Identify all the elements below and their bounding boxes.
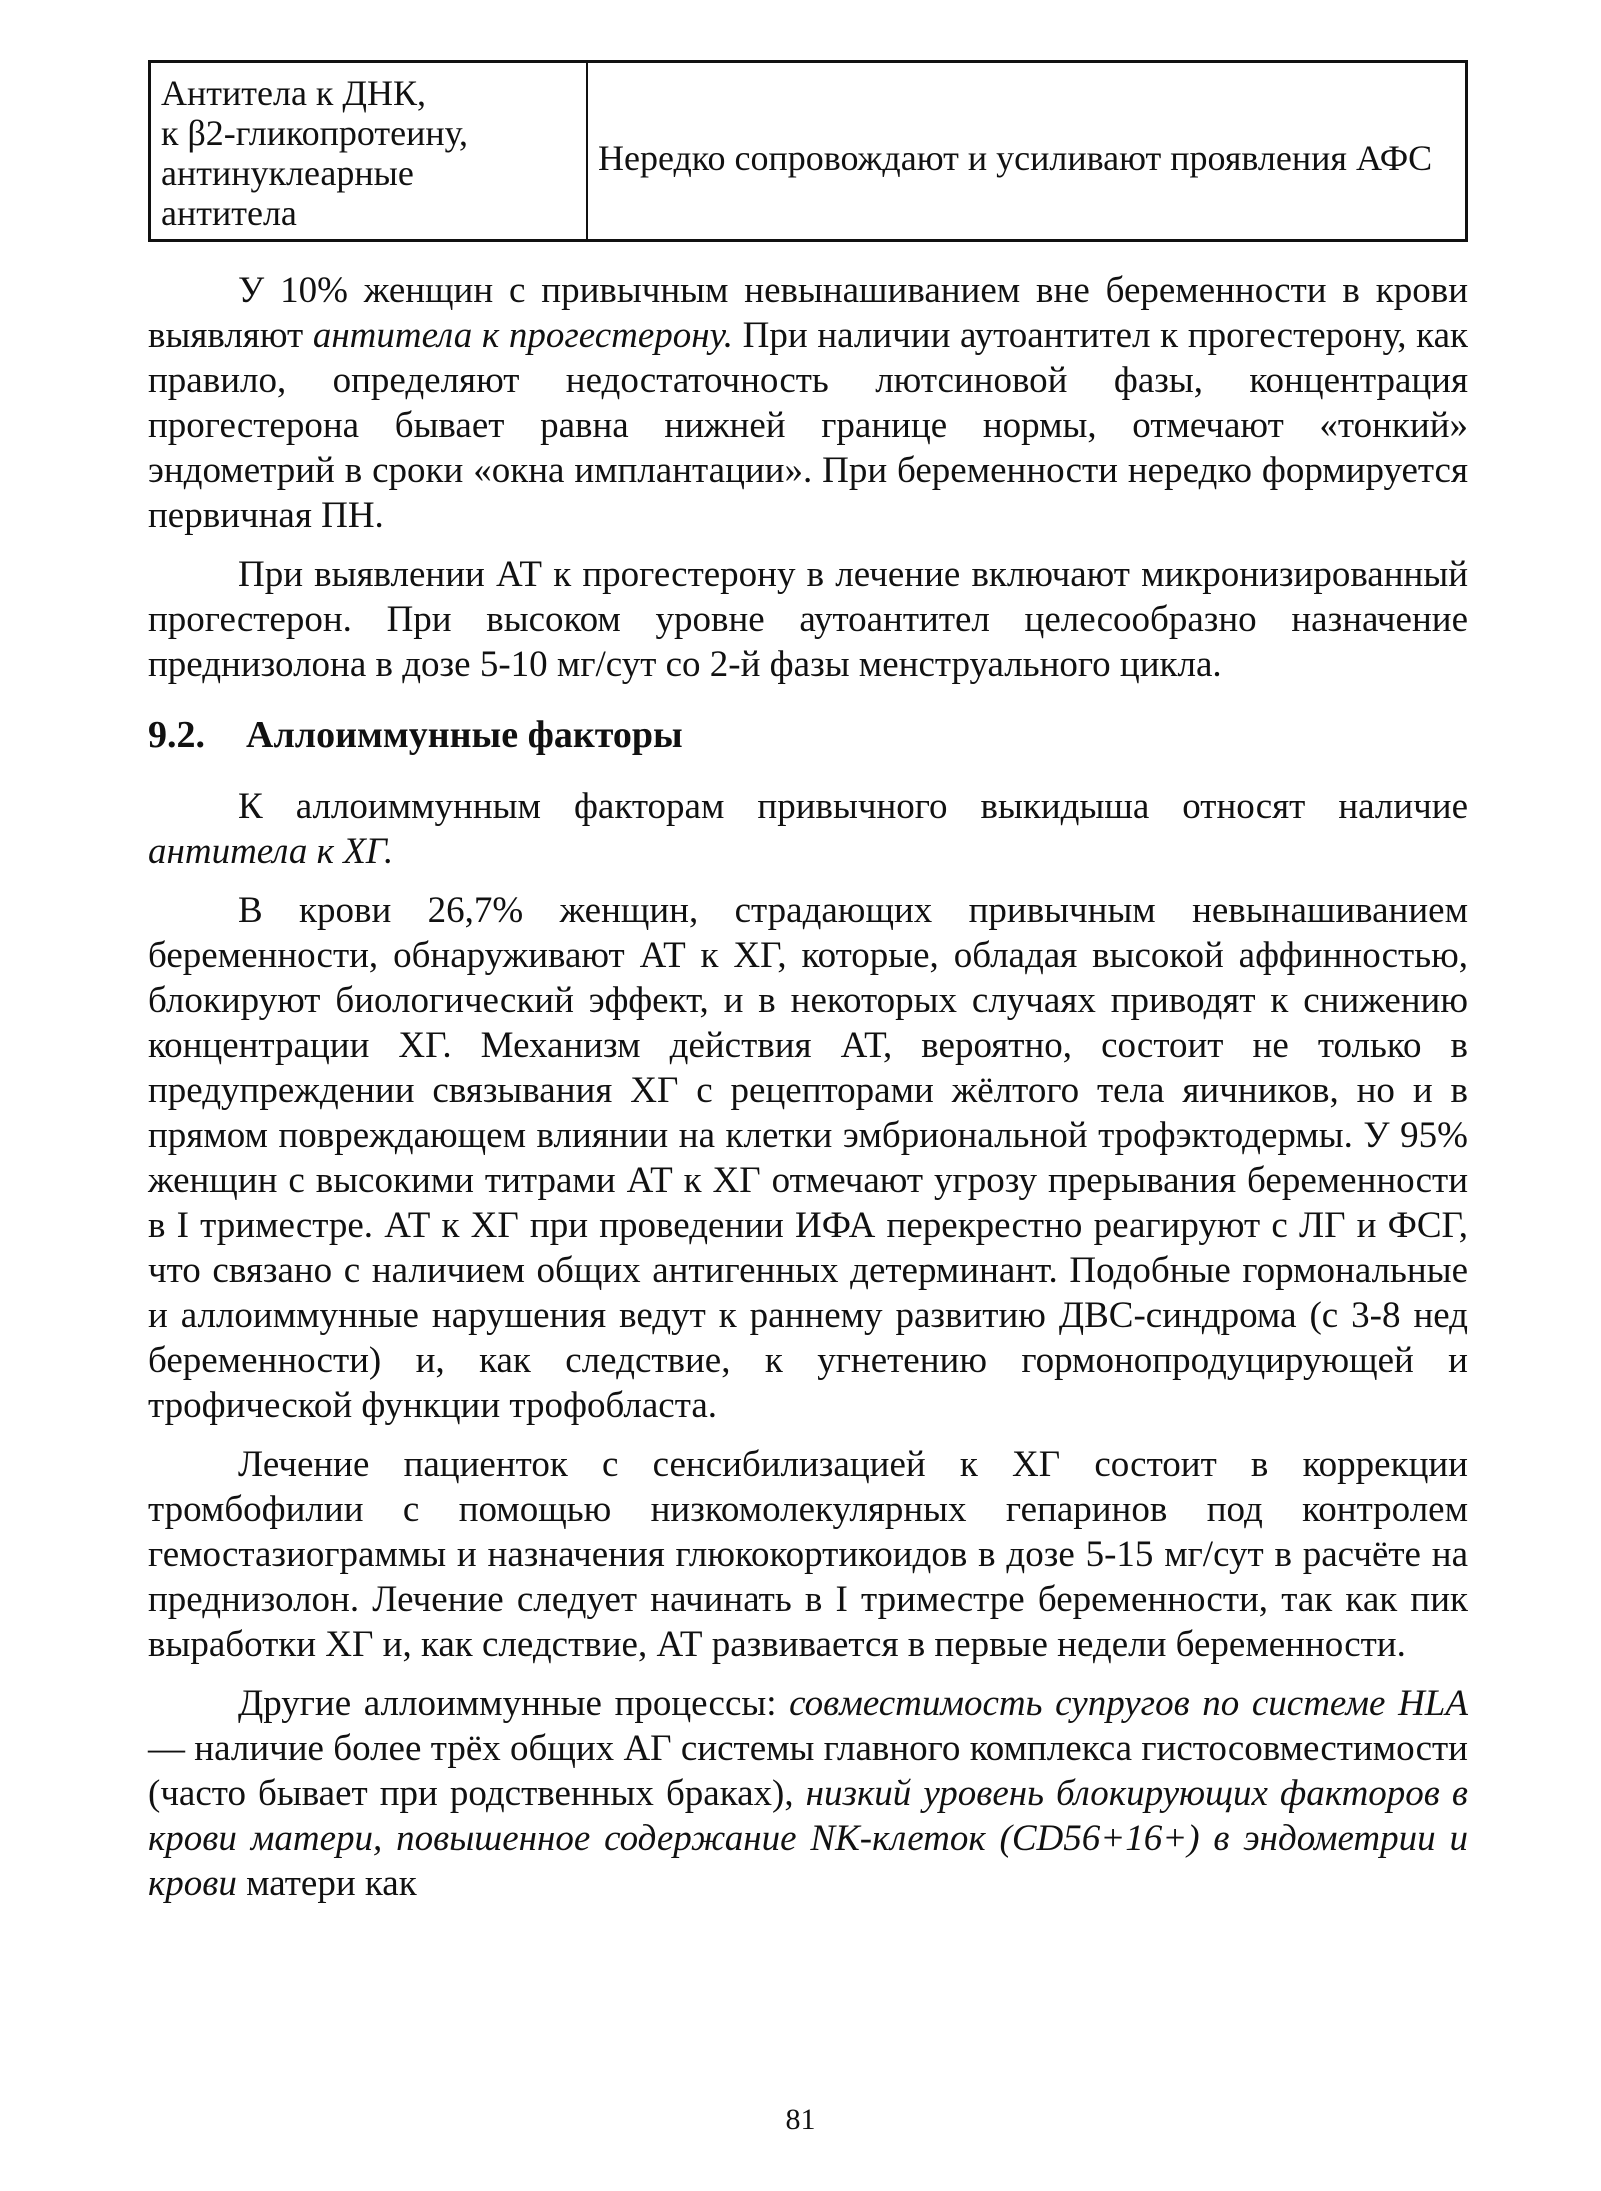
emphasis: низкий уровень блокирующих факторов в крови матери, повышенное содержание NK-клеток (CD56+16+) в эндометрии и крови	[148, 1773, 1468, 1904]
emphasis: антитела к ХГ.	[148, 831, 394, 872]
table-cell-description: Нередко сопровождают и усиливают проявления АФС	[587, 62, 1467, 241]
body-text	[148, 268, 1468, 1906]
section-heading	[148, 713, 1468, 758]
cell-line: к β2-гликопротеину,	[161, 113, 469, 153]
cell-line: Антитела к ДНК,	[161, 73, 426, 113]
cell-line: антинуклеарные	[161, 153, 414, 193]
paragraph-other-processes: Другие аллоиммунные процессы: совместимость супругов по системе HLA — наличие более трёх общих АГ системы главного комплекса гистосовместимости (часто бывает при родственных браках), низкий уровень блокирующих факторов в крови матери, повышенное содержание NK-клеток (CD56+16+) в эндометрии и крови матери как	[148, 1683, 1468, 1904]
page	[148, 60, 1468, 1920]
paragraph-progesterone-treatment: При выявлении АТ к прогестерону в лечение включают микронизированный прогестерон. При высоком уровне аутоантител целесообразно назначение преднизолона в дозе 5-10 мг/сут со 2-й фазы менструального цикла.	[148, 554, 1468, 685]
paragraph-progesterone-antibodies: У 10% женщин с привычным невынашиванием вне беременности в крови выявляют антитела к прогестерону. При наличии аутоантител к прогестерону, как правило, определяют недостаточность лютсиновой фазы, концентрация прогестерона бывает равна нижней границе нормы, отмечают «тонкий» эндометрий в сроки «окна имплантации». При беременности нередко формируется первичная ПН.	[148, 270, 1468, 536]
paragraph-hcg-antibodies: В крови 26,7% женщин, страдающих привычным невынашиванием беременности, обнаруживают АТ к ХГ, которые, обладая высокой аффинностью, блокируют биологический эффект, и в некоторых случаях приводят к снижению концентрации ХГ. Механизм действия АТ, вероятно, состоит не только в предупреждении связывания ХГ с рецепторами жёлтого тела яичников, но и в прямом повреждающем влиянии на клетки эмбриональной трофэктодермы. У 95% женщин с высокими титрами АТ к ХГ отмечают угрозу прерывания беременности в I триместре. АТ к ХГ при проведении ИФА перекрестно реагируют с ЛГ и ФСГ, что связано с наличием общих антигенных детерминант. Подобные гормональные и аллоиммунные нарушения ведут к раннему развитию ДВС-синдрома (с 3-8 нед беременности) и, как следствие, к угнетению гормонопродуцирующей и трофической функции трофобласта.	[148, 890, 1468, 1426]
info-table	[148, 60, 1468, 242]
section-number: 9.2.	[148, 714, 205, 756]
cell-line: антитела	[161, 193, 297, 233]
paragraph-hcg-treatment: Лечение пациенток с сенсибилизацией к ХГ состоит в коррекции тромбофилии с помощью низкомолекулярных гепаринов под контролем гемостазиограммы и назначения глюкокортикоидов в дозе 5-15 мг/сут в расчёте на преднизолон. Лечение следует начинать в I триместре беременности, так как пик выработки ХГ и, как следствие, АТ развивается в первые недели беременности.	[148, 1444, 1468, 1665]
emphasis: совместимость супругов по системе HLA	[789, 1683, 1468, 1724]
paragraph-alloimmune-intro: К аллоиммунным факторам привычного выкидыша относят наличие антитела к ХГ.	[148, 786, 1468, 872]
table-row	[150, 62, 1467, 241]
emphasis: антитела к прогестерону.	[312, 315, 733, 356]
section-title: Аллоиммунные факторы	[246, 714, 683, 756]
table-cell-antibodies	[150, 62, 588, 241]
page-number: 81	[785, 2103, 816, 2136]
